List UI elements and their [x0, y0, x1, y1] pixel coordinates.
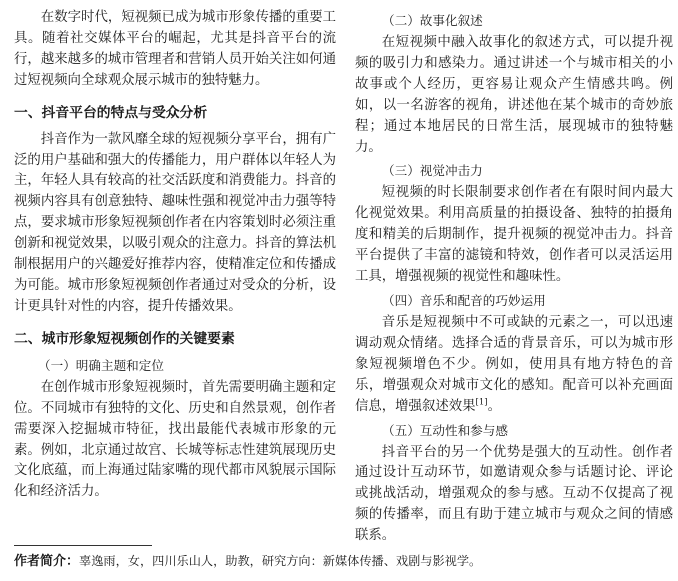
subsection-4-end: 。 — [487, 398, 501, 414]
right-column — [355, 8, 673, 547]
subsection-2-paragraph: 在短视频中融入故事化的叙述方式，可以提升视频的吸引力和感染力。通过讲述一个与城市相关的小故事或个人经历，更容易让观众产生情感共鸣。例如，以一名游客的视角，讲述他在某个城市的奇妙旅程；通过本地居民的日常生活，展现城市的独特魅力。 — [355, 35, 673, 155]
citation-marker[interactable]: [1] — [475, 397, 488, 408]
section-2-heading: 二、城市形象短视频创作的关键要素 — [14, 330, 235, 347]
section-1-heading: 一、抖音平台的特点与受众分析 — [14, 104, 208, 121]
section-1-paragraph: 抖音作为一款风靡全球的短视频分享平台，拥有广泛的用户基础和强大的传播能力，用户群体以年轻人为主，年轻人具有较高的社交活跃度和消费能力。抖音的视频内容具有创意独特、趣味性强和视觉冲击力强等特点，要求城市形象短视频创作者在内容策划时必须注重创新和视觉效果，以吸引观众的注意力。抖音的算法机制根据用户的兴趣爱好推荐内容，使精准定位和传播成为可能。城市形象短视频创作者通过对受众的分析，设计更具针对性的内容，提升传播效果。 — [14, 131, 336, 314]
intro-paragraph: 在数字时代，短视频已成为城市形象传播的重要工具。随着社交媒体平台的崛起，尤其是抖音平台的流行，越来越多的城市管理者和营销人员开始关注如何通过短视频向全球观众展示城市的独特魅力。 — [14, 10, 336, 88]
subsection-2-heading: （二）故事化叙述 — [382, 13, 483, 28]
subsection-4-text: 音乐是短视频中不可或缺的元素之一，可以迅速调动观众情绪。选择合适的背景音乐，可以为城市形象短视频增色不少。例如，使用具有地方特色的音乐，增强观众对城市文化的感知。配音可以补充画面信息，增强叙述效果 — [355, 314, 673, 414]
subsection-3-paragraph: 短视频的时长限制要求创作者在有限时间内最大化视觉效果。利用高质量的拍摄设备、独特的拍摄角度和精美的后期制作，提升视频的视觉冲击力。抖音平台提供了丰富的滤镜和特效，创作者可以灵活运用工具，增强视频的视觉性和趣味性。 — [355, 185, 673, 285]
subsection-1-paragraph: 在创作城市形象短视频时，首先需要明确主题和定位。不同城市有独特的文化、历史和自然景观，创作者需要深入挖掘城市特征，找出最能代表城市形象的元素。例如，北京通过故宫、长城等标志性建筑展现历史文化底蕴，而上海通过陆家嘴的现代都市风貌展示国际化和经济活力。 — [14, 379, 336, 500]
footnote-divider — [14, 545, 152, 546]
footnote-text: 辜逸雨，女，四川乐山人，助教，研究方向：新媒体传播、戏剧与影视学。 — [79, 554, 482, 568]
subsection-3-heading: （三）视觉冲击力 — [382, 163, 483, 179]
author-footnote — [14, 551, 481, 572]
subsection-5-heading: （五）互动性和参与感 — [382, 422, 508, 438]
subsection-1-heading: （一）明确主题和定位 — [38, 357, 164, 373]
subsection-4-heading: （四）音乐和配音的巧妙运用 — [382, 292, 546, 308]
subsection-4-paragraph — [355, 313, 673, 418]
footnote-label: 作者简介： — [14, 554, 80, 569]
subsection-5-paragraph: 抖音平台的另一个优势是强大的互动性。创作者通过设计互动环节，如邀请观众参与话题讨论、评论或挑战活动，增强观众的参与感。互动不仅提高了视频的传播率，而且有助于建立城市与观众之间的情感联系。 — [355, 444, 673, 544]
left-column — [14, 8, 336, 503]
